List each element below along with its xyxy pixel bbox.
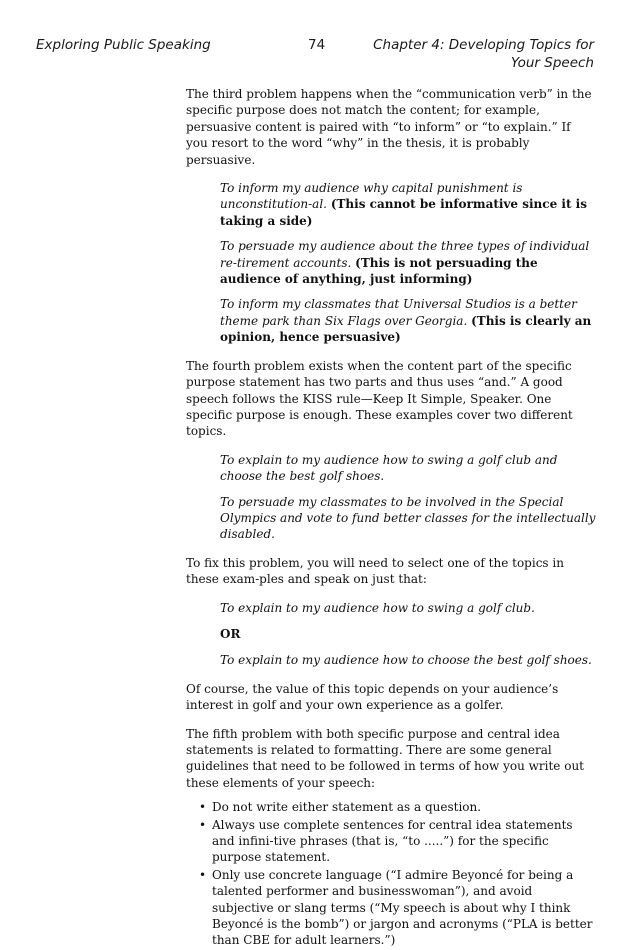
- or-separator: OR: [220, 626, 241, 641]
- example-choose-golf-shoes: To explain to my audience how to choose the best golf shoes.: [220, 653, 592, 668]
- chapter-title: Chapter 4: Developing Topics for Your Speech: [373, 37, 594, 71]
- paragraph-fifth-problem: The fifth problem with both specific purpose and central idea statements is related to formatting. There are some general guidelines that need to be followed in terms of how you write out these elements of your speech:: [186, 726, 584, 790]
- example-text: To inform my classmates that Universal Studios is a better theme park than Six Flags over Georgia.: [220, 297, 577, 328]
- page-body: [186, 86, 596, 950]
- paragraph-fourth-problem: The fourth problem exists when the content part of the specific purpose statement has two parts and thus uses “and.” A good speech follows the KISS rule—Keep It Simple, Speaker. One specific purpose is enough. These examples cover two different topics.: [186, 358, 573, 439]
- example-retirement-accounts: [220, 238, 596, 287]
- example-note: (This is clearly an opinion, hence persuasive): [220, 313, 592, 345]
- paragraph-third-problem: The third problem happens when the “communication verb” in the specific purpose does not match the content; for example, persuasive content is paired with “to inform” or “to explain.” If you resort to the word “why” in the thesis, it is probably persuasive.: [186, 87, 592, 167]
- list-item: • Always use complete sentences for central idea statements and infini-tive phrases (that is, “to .....”) for the specific purpose statement.: [212, 817, 596, 866]
- page-number: 74: [308, 37, 326, 53]
- example-swing-golf-club: To explain to my audience how to swing a golf club.: [220, 600, 535, 615]
- book-title: Exploring Public Speaking: [36, 37, 211, 53]
- example-note: (This is not persuading the audience of anything, just informing): [220, 255, 538, 287]
- guidelines-list: [186, 799, 596, 949]
- example-universal-studios: [220, 296, 596, 345]
- example-text: To inform my audience why capital punishment is unconstitution-al.: [220, 181, 523, 212]
- list-item: • Only use concrete language (“I admire Beyoncé for being a talented performer and businesswoman”), and avoid subjective or slang terms (“My speech is about why I think Beyoncé is the bomb”) or jargon and acronyms (“PLA is better than CBE for adult learners.”): [212, 867, 596, 949]
- example-special-olympics: To persuade my classmates to be involved in the Special Olympics and vote to fund better classes for the intellectually disabled.: [220, 494, 596, 542]
- paragraph-fix-problem: To fix this problem, you will need to select one of the topics in these exam-ples and speak on just that:: [186, 555, 564, 587]
- example-capital-punishment: [220, 180, 596, 229]
- example-text: To persuade my audience about the three types of individual re-tirement accounts.: [220, 239, 590, 270]
- list-item: • Do not write either statement as a question.: [212, 799, 596, 815]
- example-golf-club-shoes: To explain to my audience how to swing a golf club and choose the best golf shoes.: [220, 452, 558, 484]
- example-note: (This cannot be informative since it is taking a side): [220, 197, 587, 228]
- paragraph-value-of-topic: Of course, the value of this topic depends on your audience’s interest in golf and your own experience as a golfer.: [186, 681, 559, 713]
